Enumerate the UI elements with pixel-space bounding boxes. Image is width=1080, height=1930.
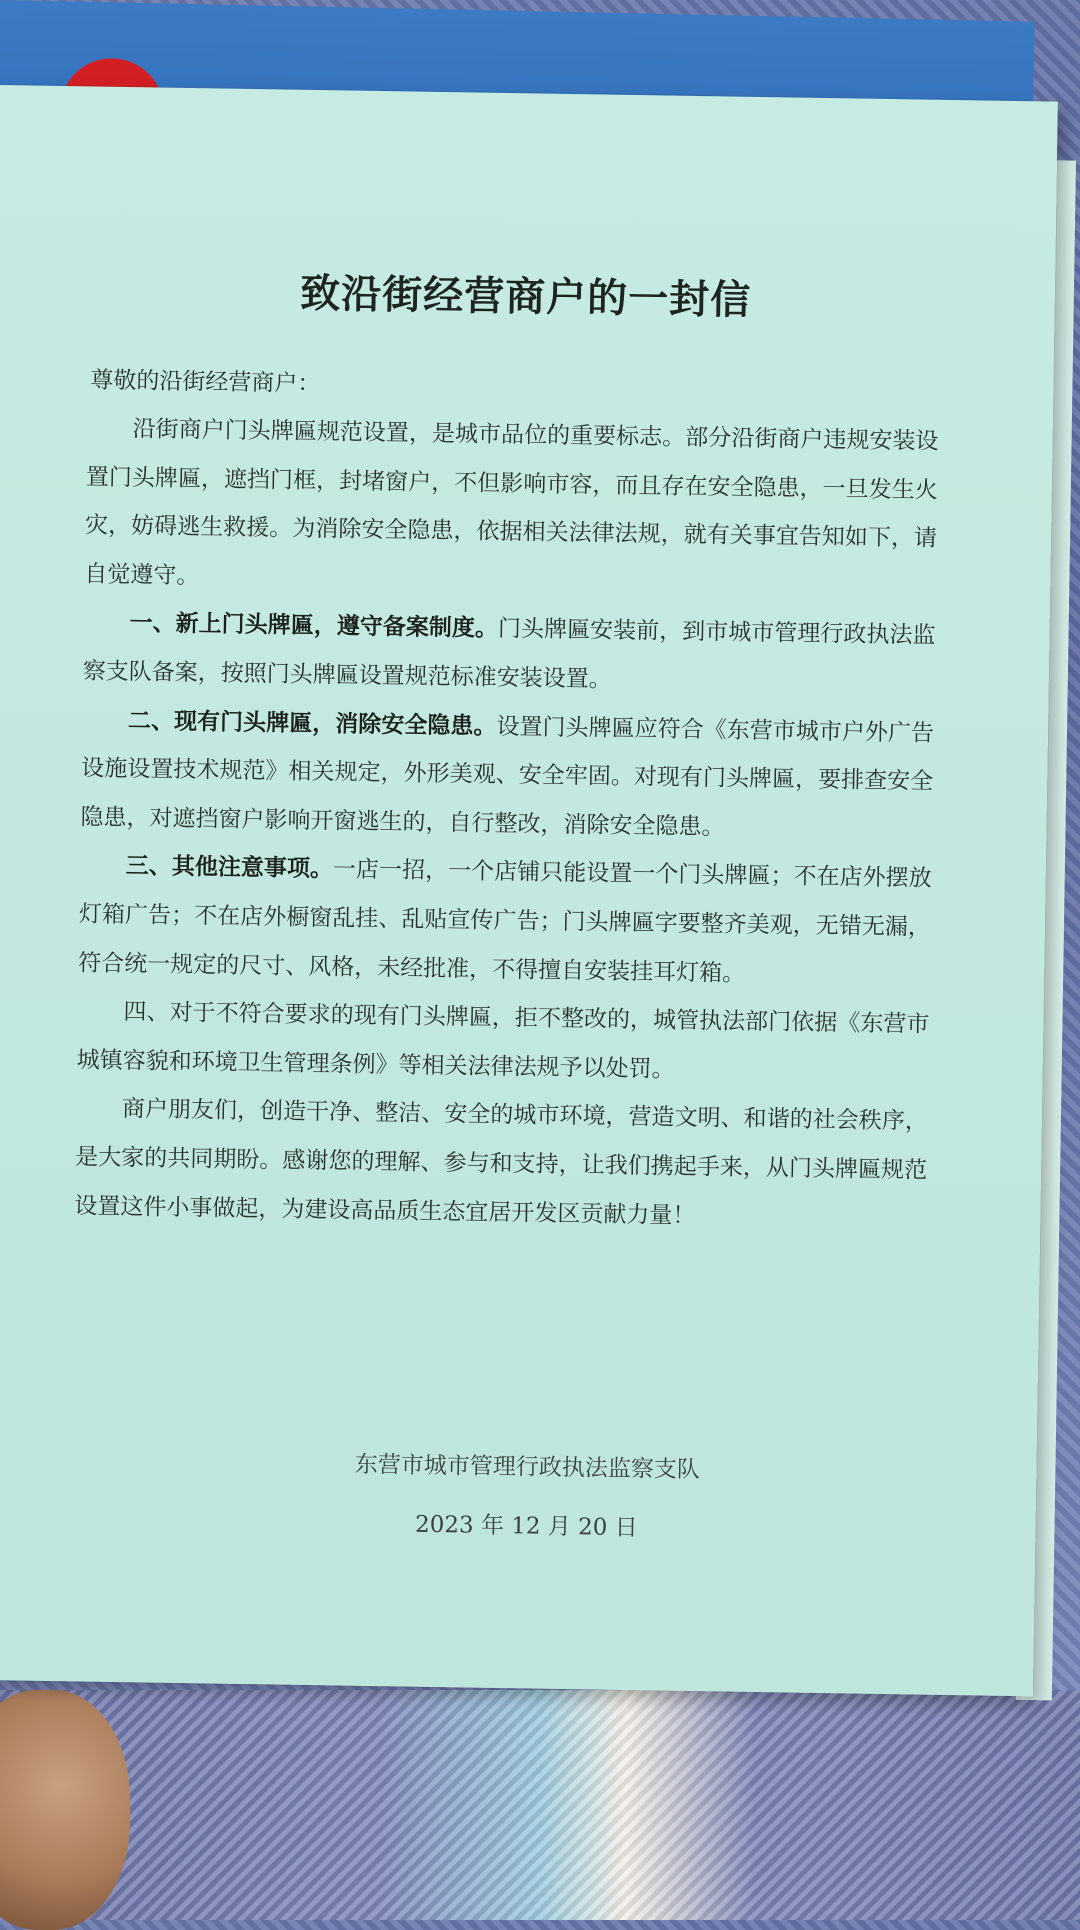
item-paragraph-3 <box>78 842 932 1001</box>
item-paragraph-2 <box>80 696 934 855</box>
letter-title: 致沿街经营商户的一封信 <box>299 269 752 324</box>
hand-thumb <box>0 1690 130 1930</box>
letter-salutation: 尊敬的沿街经营商户： <box>90 367 321 398</box>
background-cloth <box>0 1690 1080 1920</box>
letter-sheet <box>0 85 1058 1696</box>
item-heading-3: 三、其他注意事项。 <box>125 853 334 883</box>
item-text-3: 一店一招，一个店铺只能设置一个门头牌匾；不在店外摆放灯箱广告；不在店外橱窗乱挂、乱贴宣传广告；门头牌匾字要整齐美观，无错无漏，符合统一规定的尺寸、风格，未经批准，不得擅自安装挂耳灯箱。 <box>78 856 932 987</box>
item-paragraph-4: 四、对于不符合要求的现有门头牌匾，拒不整改的，城管执法部门依据《东营市城镇容貌和环境卫生管理条例》等相关法律法规予以处罚。 <box>76 999 930 1083</box>
closing-paragraph: 商户朋友们，创造干净、整洁、安全的城市环境，营造文明、和谐的社会秩序，是大家的共同期盼。感谢您的理解、参与和支持，让我们携起手来，从门头牌匾规范设置这件小事做起，为建设高品质生态宜居开发区贡献力量！ <box>74 1096 929 1229</box>
intro-paragraph: 沿街商户门头牌匾规范设置，是城市品位的重要标志。部分沿街商户违规安装设置门头牌匾，遮挡门框，封堵窗户，不但影响市容，而且存在安全隐患，一旦发生火灾，妨碍逃生救援。为消除安全隐患，依据相关法律法规，就有关事宜告知如下，请自觉遵守。 <box>84 416 939 589</box>
item-heading-2: 二、现有门头牌匾，消除安全隐患。 <box>127 707 497 740</box>
letter-date: 2023 年 12 月 20 日 <box>414 1511 638 1542</box>
item-text-2: 设置门头牌匾应符合《东营市城市户外广告设施设置技术规范》相关规定，外形美观、安全牢固。对现有门头牌匾，要排查安全隐患，对遮挡窗户影响开窗逃生的，自行整改，消除安全隐患。 <box>80 713 935 841</box>
item-paragraph-1 <box>82 599 935 710</box>
item-text-1: 门头牌匾安装前，到市城市管理行政执法监察支队备案，按照门头牌匾设置规范标准安装设置。 <box>82 616 936 693</box>
letter-signature: 东营市城市管理行政执法监察支队 <box>354 1451 701 1484</box>
letter-body <box>74 404 939 1243</box>
item-heading-1: 一、新上门头牌匾，遵守备案制度。 <box>129 610 499 643</box>
